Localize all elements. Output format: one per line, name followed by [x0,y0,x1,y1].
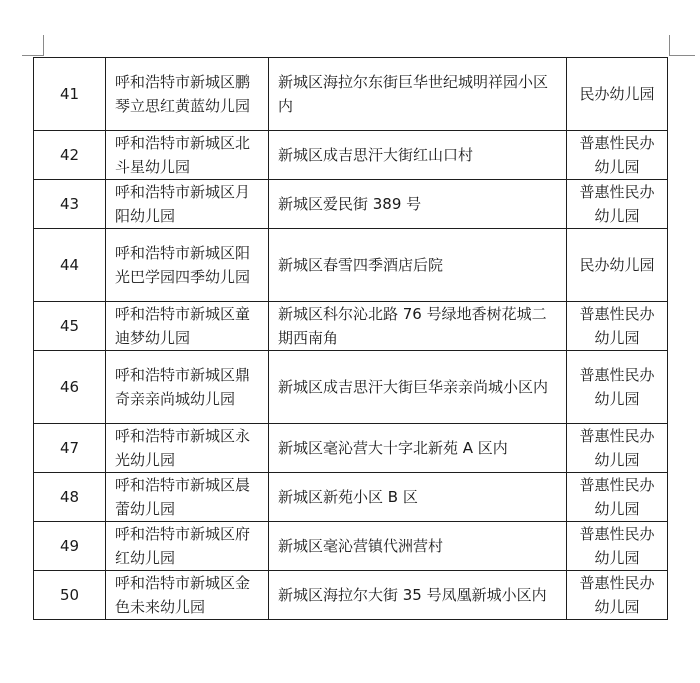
type-cell: 普惠性民办幼儿园 [567,131,668,180]
kindergarten-name: 呼和浩特市新城区鹏琴立思红黄蓝幼儿园 [106,58,269,131]
crop-mark-top-right-horizontal [669,55,695,56]
kindergarten-name: 呼和浩特市新城区月阳幼儿园 [106,180,269,229]
address-cell: 新城区成吉思汗大街巨华亲亲尚城小区内 [269,351,567,424]
address-cell: 新城区毫沁营大十字北新苑 A 区内 [269,424,567,473]
row-number-cell: 48 [34,473,106,522]
table-row [34,424,668,473]
row-number-cell: 49 [34,522,106,571]
type-cell: 普惠性民办幼儿园 [567,351,668,424]
crop-mark-top-left-vertical [43,35,44,55]
row-number-cell: 47 [34,424,106,473]
kindergarten-name: 呼和浩特市新城区晨蕾幼儿园 [106,473,269,522]
table-row [34,522,668,571]
address-cell: 新城区科尔沁北路 76 号绿地香树花城二期西南角 [269,302,567,351]
address-cell: 新城区春雪四季酒店后院 [269,229,567,302]
table-row [34,180,668,229]
type-cell: 民办幼儿园 [567,229,668,302]
kindergarten-name: 呼和浩特市新城区永光幼儿园 [106,424,269,473]
row-number-cell: 41 [34,58,106,131]
kindergarten-name: 呼和浩特市新城区童迪梦幼儿园 [106,302,269,351]
type-cell: 普惠性民办幼儿园 [567,522,668,571]
row-number-cell: 45 [34,302,106,351]
row-number-cell: 43 [34,180,106,229]
type-cell: 普惠性民办幼儿园 [567,473,668,522]
kindergarten-name: 呼和浩特市新城区鼎奇亲亲尚城幼儿园 [106,351,269,424]
crop-mark-top-left-horizontal [22,55,44,56]
address-cell: 新城区新苑小区 B 区 [269,473,567,522]
kindergarten-name: 呼和浩特市新城区阳光巴学园四季幼儿园 [106,229,269,302]
table-row [34,571,668,620]
table-row [34,131,668,180]
type-cell: 普惠性民办幼儿园 [567,424,668,473]
table-row [34,58,668,131]
table-row [34,473,668,522]
row-number-cell: 46 [34,351,106,424]
table-row [34,302,668,351]
address-cell: 新城区海拉尔大街 35 号凤凰新城小区内 [269,571,567,620]
type-cell: 普惠性民办幼儿园 [567,571,668,620]
row-number-cell: 44 [34,229,106,302]
kindergarten-name: 呼和浩特市新城区府红幼儿园 [106,522,269,571]
type-cell: 普惠性民办幼儿园 [567,180,668,229]
address-cell: 新城区成吉思汗大街红山口村 [269,131,567,180]
address-cell: 新城区爱民街 389 号 [269,180,567,229]
type-cell: 普惠性民办幼儿园 [567,302,668,351]
row-number-cell: 50 [34,571,106,620]
row-number-cell: 42 [34,131,106,180]
table-row [34,229,668,302]
crop-mark-top-right-vertical [669,35,670,55]
kindergarten-table [33,57,668,620]
address-cell: 新城区毫沁营镇代洲营村 [269,522,567,571]
type-cell: 民办幼儿园 [567,58,668,131]
table-row [34,351,668,424]
kindergarten-name: 呼和浩特市新城区北斗星幼儿园 [106,131,269,180]
kindergarten-name: 呼和浩特市新城区金色未来幼儿园 [106,571,269,620]
address-cell: 新城区海拉尔东街巨华世纪城明祥园小区内 [269,58,567,131]
